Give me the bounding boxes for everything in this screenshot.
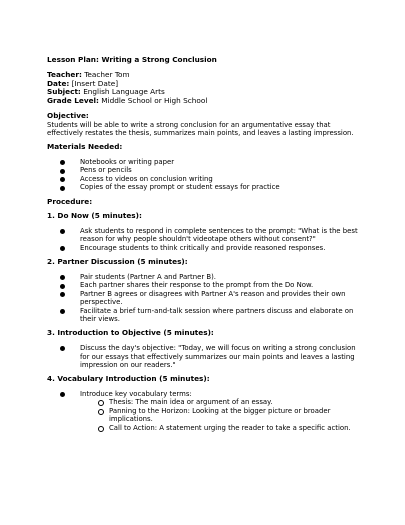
list-item: Copies of the essay prompt or student essays for practice (57, 183, 365, 191)
list-item: Introduce key vocabulary terms: (57, 390, 365, 398)
date-value: [Insert Date] (71, 78, 119, 88)
list-item: Pens or pencils (57, 166, 365, 174)
materials-list (47, 158, 365, 192)
objective-text: Students will be able to write a strong conclusion for an argumentative essay that effectively restates the thesis, summarizes main points, and leaves a lasting impression. (47, 120, 354, 137)
document-page (47, 56, 365, 432)
introduction-list (47, 344, 365, 369)
list-item: Partner B agrees or disagrees with Partner A's reason and provides their own perspective. (57, 290, 365, 307)
list-item: Encourage students to think critically and provide reasoned responses. (57, 244, 365, 252)
list-item: Ask students to respond in complete sentences to the prompt: "What is the best reason for why people shouldn't videotape others without consent?" (57, 227, 365, 244)
lesson-meta (47, 71, 365, 106)
objective-heading: Objective: (47, 110, 89, 120)
section-heading-introduction-to-objective: 3. Introduction to Objective (5 minutes): (47, 328, 214, 338)
vocabulary-sublist (47, 398, 365, 432)
list-item: Each partner shares their response to the prompt from the Do Now. (57, 281, 365, 289)
grade-value: Middle School or High School (101, 96, 208, 106)
list-item: Pair students (Partner A and Partner B). (57, 273, 365, 281)
vocabulary-list (47, 390, 365, 398)
date-label: Date: (47, 78, 70, 88)
list-item: Facilitate a brief turn-and-talk session where partners discuss and elaborate on their views. (57, 307, 365, 324)
section-heading-partner-discussion: 2. Partner Discussion (5 minutes): (47, 257, 188, 267)
section-heading-vocabulary: 4. Vocabulary Introduction (5 minutes): (47, 374, 210, 384)
grade-row (47, 97, 365, 106)
section-heading-do-now: 1. Do Now (5 minutes): (47, 211, 142, 221)
teacher-label: Teacher: (47, 70, 82, 79)
sub-list-item: Thesis: The main idea or argument of an essay. (98, 398, 365, 406)
document-title: Lesson Plan: Writing a Strong Conclusion (47, 55, 217, 64)
subject-label: Subject: (47, 87, 81, 97)
do-now-list (47, 227, 365, 252)
partner-discussion-list (47, 273, 365, 323)
grade-label: Grade Level: (47, 96, 99, 106)
procedure-heading: Procedure: (47, 196, 93, 206)
list-item: Notebooks or writing paper (57, 158, 365, 166)
teacher-value: Teacher Tom (84, 70, 130, 79)
list-item: Access to videos on conclusion writing (57, 175, 365, 183)
subject-value: English Language Arts (83, 87, 165, 97)
sub-list-item: Call to Action: A statement urging the reader to take a specific action. (98, 424, 365, 432)
materials-heading: Materials Needed: (47, 142, 123, 152)
sub-list-item: Panning to the Horizon: Looking at the bigger picture or broader implications. (98, 407, 365, 424)
list-item: Discuss the day's objective: "Today, we will focus on writing a strong conclusion for our essays that effectively summarizes our main points and leaves a lasting impression on our readers." (57, 344, 365, 369)
